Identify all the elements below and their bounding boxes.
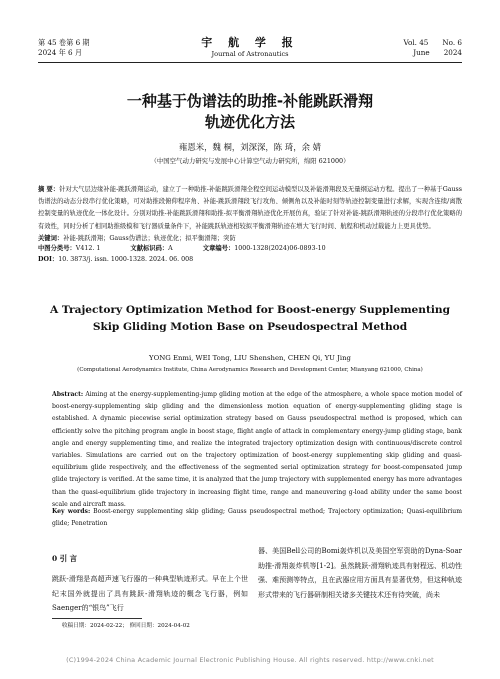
title-en-line-1: A Trajectory Optimization Method for Boost-energy Supplementing [50, 304, 450, 316]
header-rule [38, 62, 462, 63]
intro-right-column: 器、美国Bell公司的Bomi轰炸机以及美国空军资助的Dyna-Soar助推-滑翔轰炸机等[1-2]。虽然跳跃-滑翔轨迹具有射程远、机动性强、难预测等特点，且在武器应用方面具有显著优势，但这种轨迹形式带来的飞行器研制相关诸多关键技术还有待突破，尚未 [258, 547, 462, 599]
abstract-cn-block [38, 184, 462, 265]
year-en: 2024 [443, 48, 462, 57]
doc-code-value: A [168, 245, 173, 253]
journal-title-cn: 宇 航 学 报 [201, 36, 299, 49]
volume-en: Vol. 45 [403, 38, 429, 47]
footnote-dates: 收稿日期：2024-02-22； 修回日期：2024-04-02 [62, 623, 190, 629]
date-cn: 2024 年 6 月 [38, 48, 83, 57]
section-heading: 0 引 言 [52, 554, 78, 563]
paper-title-cn [0, 91, 500, 133]
keywords-en-text: Boost-energy supplementing skip gliding; Gauss pseudospectral method; Trajectory optimization; Quasi-equilibrium glide; Penetration [52, 508, 463, 528]
abstract-en [52, 389, 462, 511]
number-en: No. 6 [442, 38, 462, 47]
keywords-en [52, 506, 462, 530]
title-cn-line-2: 轨迹优化方法 [204, 113, 295, 131]
paper-title-en [0, 302, 500, 336]
volume-issue-cn: 第 45 卷第 6 期 [38, 38, 90, 47]
keywords-cn [38, 234, 462, 245]
clc-value: V412. 1 [75, 245, 101, 253]
journal-title-en: Journal of Astronautics [211, 50, 289, 58]
intro-left-column: 跳跃-滑翔是高超声速飞行器的一种典型轨迹形式。早在上个世纪末国外就提出了具有跳跃-滑翔轨迹的概念飞行器，例如Saenger的“银鸟”飞行 [52, 575, 248, 612]
abstract-cn-text: 针对大气层边缘补能-跳跃滑翔运动，建立了一种助推-补能跳跃滑翔全程空间运动模型以及补能滑翔段及无量纲运动方程。提出了一种基于Gauss伪谱法的动态分段串行优化策略，可对助推段俯仰程序角、补能-跳跃滑翔段飞行攻角、倾侧角以及补能时刻等轨迹控制变量进行求解，实现含连续/离散控制变量的轨迹优化一体化设计。分别对助推-补能跳跃滑翔和助推-拟平衡滑翔轨迹优化开展仿真，验证了针对补能-跳跃滑翔轨迹的分段串行优化策略的有效性，同时分析了相同助推级模和飞行器质量条件下，补能跳跃轨迹相较拟平衡滑翔轨迹在增大飞行时间、航程和机动过载能力上更具优势。 [38, 186, 462, 230]
authors-cn: 雍恩米，魏 桐，刘深深，陈 琦，余 婧 [179, 142, 321, 152]
abstract-en-text: Aiming at the energy-supplementing-jump gliding motion at the edge of the atmosphere, a whole space motion model of boost-energy-supplementing skip gliding and the dimensionless motion equation of energy-supplementing gliding stage is established. A dynamic piecewise serial optimization strategy based on Gauss pseudospectral method is proposed, which can efficiently solve the pitching program angle in boost stage, flight angle of attack in complementary energy-jump gliding stage, bank angle and energy supplementing time, and realize the integrated trajectory optimization design with continuous/discrete control variables. Simulations are carried out on the trajectory optimization of boost-energy supplementing skip gliding and quasi-equilibrium glide respectively, and the effectiveness of the segmented serial optimization strategy for boost-compensated jump glide trajectory is verified. At the same time, it is analyzed that the jump trajectory with supplemented energy has more advantages than the quasi-equilibrium glide trajectory in increasing flight time, range and maneuvering g-load ability under the same boost scale and aircraft mass. [52, 391, 463, 508]
doi-label: DOI： [38, 255, 59, 263]
article-no-label: 文章编号： [202, 245, 235, 253]
doi-row [38, 255, 462, 266]
title-cn-line-1: 一种基于伪谱法的助推-补能跳跃滑翔 [126, 92, 374, 110]
keywords-cn-text: 补能-跳跃滑翔；Gauss伪谱法；轨迹优化；拟平衡滑翔；突防 [63, 234, 236, 242]
abstract-cn-label: 摘 要： [38, 186, 60, 193]
keywords-en-label: Key words: [52, 508, 91, 515]
affiliation-cn: （中国空气动力研究与发展中心计算空气动力研究所，绵阳 621000） [150, 157, 350, 165]
footnote-rule [52, 618, 142, 619]
month-en: June [413, 48, 430, 57]
header-right [403, 38, 462, 58]
affiliation-en: (Computational Aerodynamics Institute, China Aerodynamics Research and Development Center, Mianyang 621000, China) [77, 367, 423, 373]
classification-row [38, 244, 462, 255]
abstract-cn [38, 184, 462, 233]
article-no-value: 1000-1328(2024)06-0893-10 [234, 245, 326, 253]
doc-code-label: 文献标识码： [130, 245, 169, 253]
abstract-en-label: Abstract: [52, 391, 84, 398]
clc-label: 中图分类号： [38, 245, 76, 253]
keywords-cn-label: 关键词： [38, 234, 64, 242]
authors-en: YONG Enmi, WEI Tong, LIU Shenshen, CHEN Qi, YU Jing [149, 354, 351, 362]
title-en-line-2: Skip Gliding Motion Base on Pseudospectral Method [92, 321, 408, 333]
copyright-line: (C)1994-2024 China Academic Journal Electronic Publishing House. All rights reserved. http://www.cnki.net [66, 656, 434, 664]
doi-value: 10. 3873/j. issn. 1000-1328. 2024. 06. 008 [58, 255, 194, 263]
